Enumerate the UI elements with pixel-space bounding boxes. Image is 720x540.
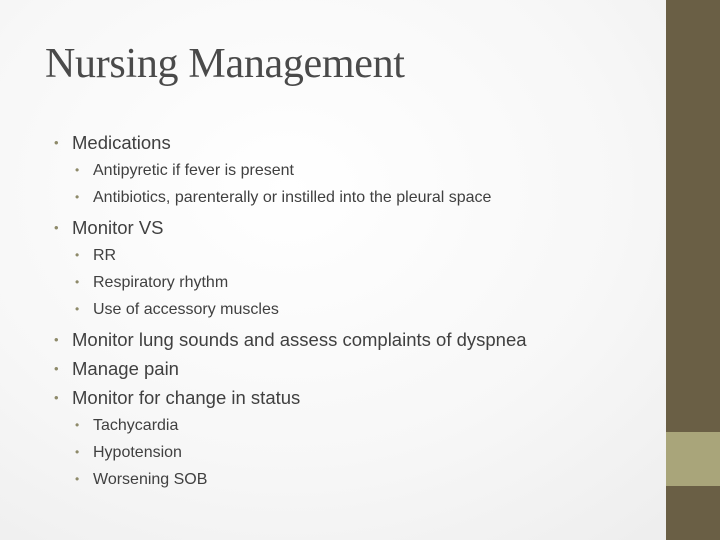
bullet-icon: • [54, 361, 59, 376]
list-item-monitor-status [53, 383, 653, 412]
sub-list-item [74, 412, 653, 439]
sub-list-item-text: Tachycardia [93, 417, 179, 434]
sub-list-item-text: Antibiotics, parenterally or instilled into the pleural space [93, 189, 492, 206]
sub-list-item [74, 269, 653, 296]
list-item-text: Medications [72, 132, 171, 153]
sub-list-item-text: RR [93, 247, 117, 264]
sub-list-item [74, 242, 653, 269]
list-item-monitor-vs [53, 213, 653, 242]
sub-list-item [74, 184, 653, 211]
bullet-list [53, 128, 653, 493]
list-item-text: Monitor for change in status [72, 387, 301, 408]
sub-list-item-text: Hypotension [93, 444, 182, 461]
sub-list [74, 242, 653, 323]
bullet-icon: • [75, 163, 80, 177]
sub-list-item-text: Antipyretic if fever is present [93, 162, 294, 179]
sub-list-item-text: Use of accessory muscles [93, 301, 279, 318]
bullet-icon: • [54, 390, 59, 405]
sub-list-item-text: Worsening SOB [93, 471, 208, 488]
sub-list [74, 412, 653, 493]
list-item-monitor-lung-sounds [53, 325, 653, 354]
list-item-text: Monitor lung sounds and assess complaints of dyspnea [72, 329, 527, 350]
list-item-manage-pain [53, 354, 653, 383]
bullet-icon: • [75, 275, 80, 289]
bullet-icon: • [75, 190, 80, 204]
bullet-icon: • [75, 248, 80, 262]
decorative-sidebar [666, 0, 720, 540]
slide-title: Nursing Management [45, 41, 405, 87]
sub-list-item [74, 439, 653, 466]
sidebar-accent-block [666, 432, 720, 486]
bullet-icon: • [75, 418, 80, 432]
list-item-text: Manage pain [72, 358, 179, 379]
sub-list-item [74, 466, 653, 493]
bullet-icon: • [54, 332, 59, 347]
sub-list-item [74, 296, 653, 323]
sub-list-item-text: Respiratory rhythm [93, 274, 229, 291]
sub-list-item [74, 157, 653, 184]
list-item-medications [53, 128, 653, 157]
sub-list [74, 157, 653, 211]
bullet-icon: • [54, 135, 59, 150]
slide-content [53, 128, 653, 495]
bullet-icon: • [75, 302, 80, 316]
list-item-text: Monitor VS [72, 217, 164, 238]
bullet-icon: • [75, 472, 80, 486]
bullet-icon: • [75, 445, 80, 459]
bullet-icon: • [54, 220, 59, 235]
